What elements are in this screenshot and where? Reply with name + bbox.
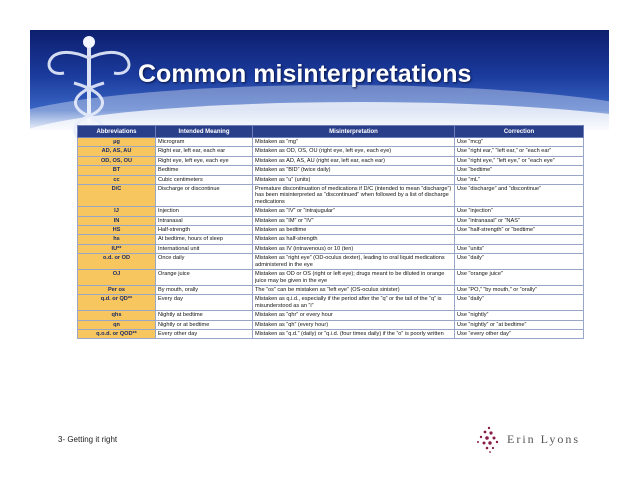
- cell-misinterpretation: Mistaken as “q.d.” (daily) or “q.i.d. (four times daily) if the “o” is poorly written: [253, 329, 455, 338]
- cell-correction: Use “injection”: [455, 207, 584, 216]
- cell-abbreviation: Per os: [78, 285, 156, 294]
- table-row: [78, 175, 584, 184]
- cell-misinterpretation: Mistaken as “IM” or “IV”: [253, 216, 455, 225]
- footer-caption: 3- Getting it right: [58, 435, 118, 444]
- cell-misinterpretation: Premature discontinuation of medications if D/C (intended to mean “discharge”) has been misinterpreted as “discontinued” when followed by a list of discharge medications: [253, 185, 455, 207]
- cell-correction: Use "orange juice": [455, 270, 584, 286]
- cell-misinterpretation: Mistaken as “BID” (twice daily): [253, 166, 455, 175]
- cell-correction: Use “right eye,” “left eye,” or “each eye”: [455, 156, 584, 165]
- cell-abbreviation: OD, OS, OU: [78, 156, 156, 165]
- cell-correction: Use “bedtime”: [455, 166, 584, 175]
- cell-correction: Use “nightly”: [455, 311, 584, 320]
- cell-intended-meaning: Right ear, left ear, each ear: [156, 147, 253, 156]
- cell-intended-meaning: Discharge or discontinue: [156, 185, 253, 207]
- cell-intended-meaning: Every day: [156, 295, 253, 311]
- table-row: [78, 244, 584, 253]
- cell-abbreviation: IN: [78, 216, 156, 225]
- header-abbreviations: Abbreviations: [78, 126, 156, 138]
- table-row: [78, 235, 584, 244]
- cell-intended-meaning: International unit: [156, 244, 253, 253]
- table-row: [78, 320, 584, 329]
- cell-abbreviation: cc: [78, 175, 156, 184]
- cell-misinterpretation: Mistaken as “qh” (every hour): [253, 320, 455, 329]
- cell-misinterpretation: Mistaken as “qhr” or every hour: [253, 311, 455, 320]
- cell-misinterpretation: Mistaken as “u” (units): [253, 175, 455, 184]
- cell-correction: Use “half-strength” or “bedtime”: [455, 226, 584, 235]
- header-misinterpretation: Misinterpretation: [253, 126, 455, 138]
- table-row: [78, 295, 584, 311]
- cell-misinterpretation: Mistaken as OD or OS (right or left eye); drugs meant to be diluted in orange juice may be given in the eye: [253, 270, 455, 286]
- cell-misinterpretation: Mistaken as bedtime: [253, 226, 455, 235]
- table-row: [78, 311, 584, 320]
- table-row: [78, 207, 584, 216]
- cell-abbreviation: OJ: [78, 270, 156, 286]
- cell-misinterpretation: Mistaken as AD, AS, AU (right ear, left ear, each ear): [253, 156, 455, 165]
- cell-abbreviation: μg: [78, 138, 156, 147]
- cell-intended-meaning: At bedtime, hours of sleep: [156, 235, 253, 244]
- cell-intended-meaning: Right eye, left eye, each eye: [156, 156, 253, 165]
- cell-intended-meaning: Nightly at bedtime: [156, 311, 253, 320]
- cell-abbreviation: hs: [78, 235, 156, 244]
- table-row: [78, 226, 584, 235]
- cell-misinterpretation: Mistaken as “right eye” (OD-oculus dexter), leading to oral liquid medications administered in the eye: [253, 254, 455, 270]
- cell-abbreviation: AD, AS, AU: [78, 147, 156, 156]
- table-row: [78, 254, 584, 270]
- cell-correction: Use “PO,” “by mouth,” or “orally”: [455, 285, 584, 294]
- cell-abbreviation: q.o.d. or QOD**: [78, 329, 156, 338]
- cell-abbreviation: qhs: [78, 311, 156, 320]
- cell-misinterpretation: Mistaken as “mg”: [253, 138, 455, 147]
- cell-abbreviation: HS: [78, 226, 156, 235]
- cell-abbreviation: IU**: [78, 244, 156, 253]
- cell-intended-meaning: Cubic centimeters: [156, 175, 253, 184]
- erin-lyons-logo: [475, 424, 605, 454]
- logo-mark-icon: [475, 424, 509, 454]
- slide-title: Common misinterpretations: [138, 60, 472, 88]
- cell-intended-meaning: Bedtime: [156, 166, 253, 175]
- cell-intended-meaning: Once daily: [156, 254, 253, 270]
- cell-correction: Use “nightly” or “at bedtime”: [455, 320, 584, 329]
- cell-correction: Use “intranasal” or “NAS”: [455, 216, 584, 225]
- cell-misinterpretation: Mistaken as q.i.d., especially if the period after the “q” or the tail of the “q” is misunderstood as an “i”: [253, 295, 455, 311]
- cell-misinterpretation: Mistaken as half-strength: [253, 235, 455, 244]
- cell-abbreviation: o.d. or OD: [78, 254, 156, 270]
- header-intended-meaning: Intended Meaning: [156, 126, 253, 138]
- table-row: [78, 285, 584, 294]
- cell-intended-meaning: Intranasal: [156, 216, 253, 225]
- table-header-row: [78, 126, 584, 138]
- table-row: [78, 138, 584, 147]
- cell-correction: Use “discharge” and “discontinue”: [455, 185, 584, 207]
- logo-text: Erin Lyons: [507, 432, 580, 446]
- table-row: [78, 147, 584, 156]
- cell-intended-meaning: Half-strength: [156, 226, 253, 235]
- cell-correction: Use “daily”: [455, 295, 584, 311]
- header-correction: Correction: [455, 126, 584, 138]
- table-row: [78, 270, 584, 286]
- cell-correction: Use “units”: [455, 244, 584, 253]
- cell-correction: Use “every other day”: [455, 329, 584, 338]
- cell-abbreviation: qn: [78, 320, 156, 329]
- cell-correction: Use “daily”: [455, 254, 584, 270]
- cell-correction: [455, 235, 584, 244]
- cell-misinterpretation: Mistaken as IV (intravenous) or 10 (ten): [253, 244, 455, 253]
- cell-intended-meaning: Injection: [156, 207, 253, 216]
- cell-intended-meaning: Orange juice: [156, 270, 253, 286]
- table-row: [78, 185, 584, 207]
- cell-intended-meaning: Every other day: [156, 329, 253, 338]
- table-body: [78, 138, 584, 339]
- cell-intended-meaning: Microgram: [156, 138, 253, 147]
- cell-correction: Use “mcg”: [455, 138, 584, 147]
- cell-abbreviation: q.d. or QD**: [78, 295, 156, 311]
- table-row: [78, 156, 584, 165]
- cell-correction: Use “mL”: [455, 175, 584, 184]
- cell-intended-meaning: Nightly or at bedtime: [156, 320, 253, 329]
- cell-misinterpretation: Mistaken as OD, OS, OU (right eye, left eye, each eye): [253, 147, 455, 156]
- table-row: [78, 216, 584, 225]
- table-row: [78, 166, 584, 175]
- cell-misinterpretation: Mistaken as “IV” or “intrajugular”: [253, 207, 455, 216]
- misinterpretations-table: [77, 125, 584, 339]
- cell-correction: Use “right ear,” “left ear,” or “each ear”: [455, 147, 584, 156]
- cell-abbreviation: BT: [78, 166, 156, 175]
- cell-misinterpretation: The “os” can be mistaken as “left eye” (OS-oculus sinister): [253, 285, 455, 294]
- cell-abbreviation: D/C: [78, 185, 156, 207]
- cell-abbreviation: IJ: [78, 207, 156, 216]
- table-row: [78, 329, 584, 338]
- cell-intended-meaning: By mouth, orally: [156, 285, 253, 294]
